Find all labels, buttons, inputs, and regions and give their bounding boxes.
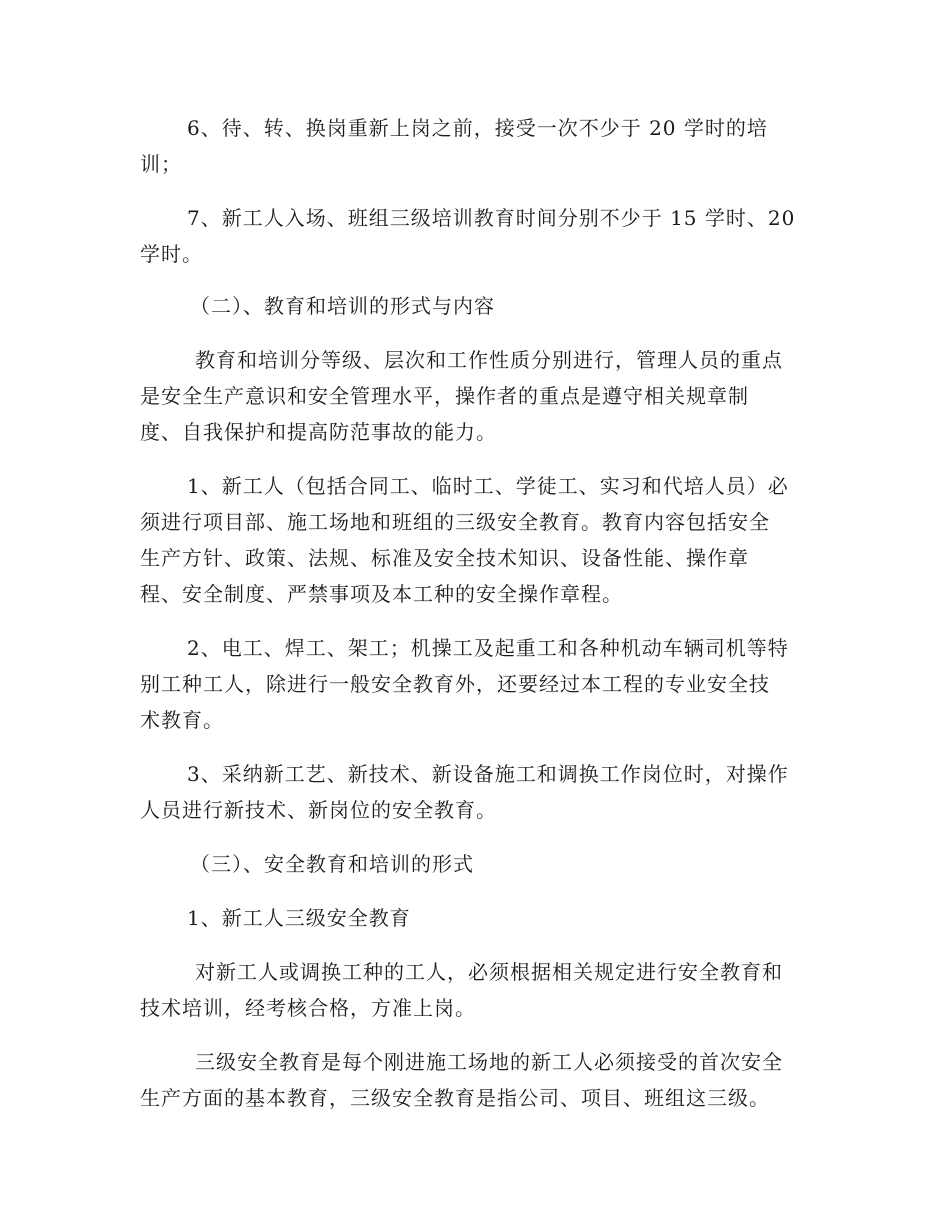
- text-line: 生产方面的基本教育，三级安全教育是指公司、项目、班组这三级。: [140, 1086, 770, 1110]
- text-line: 教育和培训分等级、层次和工作性质分别进行，管理人员的重点: [195, 348, 783, 372]
- text-line: 技术培训，经考核合格，方准上岗。: [140, 996, 476, 1020]
- text-line: 2、电工、焊工、架工；机操工及起重工和各种机动车辆司机等特: [187, 636, 789, 660]
- text-line: 是安全生产意识和安全管理水平，操作者的重点是遵守相关规章制: [140, 384, 749, 408]
- subheading: 1、新工人三级安全教育: [187, 906, 411, 930]
- text-line: 训；: [140, 152, 182, 176]
- text-line: 3、采纳新工艺、新技术、新设备施工和调换工作岗位时，对操作: [187, 762, 789, 786]
- text-line: 程、安全制度、严禁事项及本工种的安全操作章程。: [140, 582, 623, 606]
- text-line: 术教育。: [140, 708, 224, 732]
- section-heading: （三）、安全教育和培训的形式: [190, 852, 474, 876]
- text-line: 学时。: [140, 242, 203, 266]
- text-line: 须进行项目部、施工场地和班组的三级安全教育。教育内容包括安全: [140, 510, 770, 534]
- text-line: 人员进行新技术、新岗位的安全教育。: [140, 798, 497, 822]
- text-line: 别工种工人，除进行一般安全教育外，还要经过本工程的专业安全技: [140, 672, 770, 696]
- text-line: 度、自我保护和提高防范事故的能力。: [140, 420, 497, 444]
- text-line: 7、新工人入场、班组三级培训教育时间分别不少于 15 学时、20: [187, 206, 796, 230]
- section-heading: （二）、教育和培训的形式与内容: [190, 294, 495, 318]
- text-line: 三级安全教育是每个刚进施工场地的新工人必须接受的首次安全: [195, 1050, 783, 1074]
- text-line: 6、待、转、换岗重新上岗之前，接受一次不少于 20 学时的培: [187, 116, 768, 140]
- text-line: 1、新工人（包括合同工、临时工、学徒工、实习和代培人员）必: [187, 474, 789, 498]
- text-line: 对新工人或调换工种的工人，必须根据相关规定进行安全教育和: [195, 960, 783, 984]
- text-line: 生产方针、政策、法规、标准及安全技术知识、设备性能、操作章: [140, 546, 749, 570]
